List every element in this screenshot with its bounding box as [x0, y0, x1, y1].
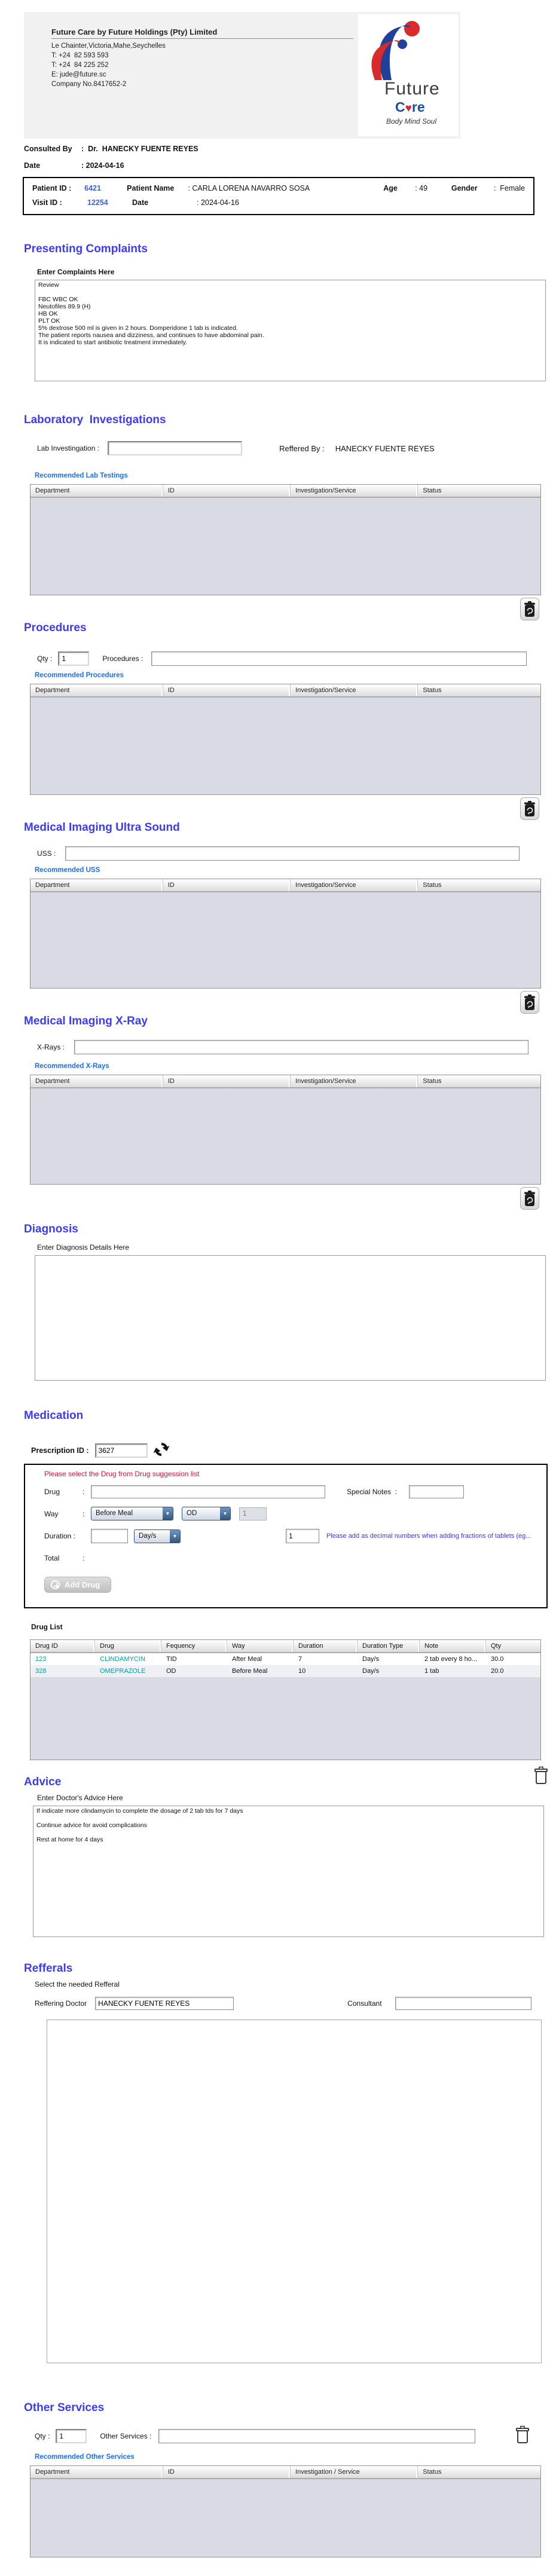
consulted-by-value: : Dr. HANECKY FUENTE REYES [81, 145, 198, 153]
recommended-xray-link: Recommended X-Rays [35, 1063, 109, 1070]
company-email: E: jude@future.sc [51, 71, 106, 78]
procedures-input[interactable] [151, 651, 527, 666]
date-value: : 2024-04-16 [81, 161, 124, 170]
reffered-by-label: Reffered By : [279, 443, 325, 453]
chevron-down-icon: ▼ [220, 1507, 230, 1520]
patient-name-label: Patient Name [127, 184, 175, 192]
uss-input[interactable] [65, 846, 520, 861]
section-title-medication: Medication [24, 1409, 84, 1422]
visit-date-label: Date [132, 198, 149, 207]
other-qty-input[interactable] [56, 2429, 87, 2443]
recommended-procedures-link: Recommended Procedures [35, 672, 124, 679]
gender-value: : Female [493, 184, 525, 192]
xray-table-header: Department ID Investigation/Service Status [30, 1075, 540, 1088]
other-services-table [30, 2465, 541, 2557]
patient-id-label: Patient ID : [32, 184, 72, 192]
reffered-by-value: HANECKY FUENTE REYES [335, 443, 435, 453]
drug-table-body [30, 1677, 540, 1760]
section-title-other-services: Other Services [24, 2401, 105, 2414]
company-phone1: T: +24 82 593 593 [51, 52, 109, 59]
drug-list-table [30, 1639, 541, 1760]
logo-tagline: Body Mind Soul [386, 117, 437, 126]
drug-list-label: Drug List [31, 1623, 63, 1631]
section-title-advice: Advice [24, 1776, 62, 1788]
trash-icon [523, 994, 536, 1011]
fraction-note: Please add as decimal numbers when adding fractions of tablets (eg... [326, 1532, 531, 1540]
other-qty-label: Qty : [35, 2431, 50, 2440]
xray-delete-button[interactable] [520, 1187, 539, 1210]
diagnosis-textarea[interactable] [35, 1255, 546, 1381]
drug-row[interactable]: 328 OMEPRAZOLE OD Before Meal 10 Day/s 1 tab 20.0 [30, 1665, 540, 1677]
procedures-table [30, 684, 541, 795]
procedures-qty-input[interactable] [58, 651, 89, 666]
logo-future-text: Future [384, 79, 440, 99]
company-title: Future Care by Future Holdings (Pty) Limited [51, 27, 353, 39]
procedures-delete-button[interactable] [520, 797, 539, 820]
other-services-label: Other Services : [100, 2431, 152, 2440]
section-title-refferals: Refferals [24, 1962, 73, 1975]
drug-row[interactable]: 123 CLINDAMYCIN TID After Meal 7 Day/s 2 tab every 8 ho... 30.0 [30, 1653, 540, 1665]
trash-icon [523, 800, 536, 817]
drug-table-header: Drug ID Drug Fequency Way Duration Duration Type Note Qty [30, 1640, 540, 1653]
uss-table-body [30, 892, 540, 988]
procedures-qty-label: Qty : [37, 654, 53, 663]
section-title-diagnosis: Diagnosis [24, 1223, 78, 1235]
refferals-sub-label: Select the needed Refferal [35, 1980, 120, 1988]
other-services-table-body [30, 2479, 540, 2557]
consultant-label: Consultant [347, 1999, 382, 2008]
lab-table [30, 484, 541, 595]
prescription-id-input[interactable] [95, 1443, 148, 1458]
gender-label: Gender [451, 184, 478, 192]
procedures-label: Procedures : [102, 654, 143, 663]
visit-id-label: Visit ID : [32, 198, 62, 207]
section-title-xray: Medical Imaging X-Ray [24, 1015, 148, 1027]
uss-table [30, 879, 541, 989]
duration-input[interactable] [91, 1529, 128, 1543]
advice-sub-label: Enter Doctor's Advice Here [37, 1794, 123, 1802]
procedures-table-body [30, 697, 540, 794]
xray-table [30, 1075, 541, 1185]
total-label: Total [44, 1554, 60, 1562]
other-services-table-header: Department ID Investigation / Service Status [30, 2466, 540, 2479]
company-phone2: T: +24 84 225 252 [51, 62, 109, 69]
company-number: Company No.8417652-2 [51, 81, 127, 88]
uss-delete-button[interactable] [520, 991, 539, 1014]
reffering-doctor-input[interactable] [95, 1997, 234, 2010]
special-notes-label: Special Notes : [347, 1488, 398, 1496]
section-title-ultrasound: Medical Imaging Ultra Sound [24, 821, 180, 834]
advice-delete-button[interactable] [533, 1766, 549, 1787]
lab-investigation-input[interactable] [108, 441, 242, 455]
uss-table-header: Department ID Investigation/Service Status [30, 879, 540, 892]
company-address: Le Chainter,Victoria,Mahe,Seychelles [51, 42, 166, 50]
age-label: Age [383, 184, 398, 192]
date-line [24, 161, 556, 170]
reffering-doctor-label: Reffering Doctor [35, 1999, 87, 2008]
section-title-presenting-complaints: Presenting Complaints [24, 243, 148, 255]
trash-outline-icon [515, 2425, 530, 2445]
patient-name-value: : CARLA LORENA NAVARRO SOSA [188, 184, 310, 192]
consultant-input[interactable] [395, 1997, 531, 2010]
recommended-other-link: Recommended Other Services [35, 2453, 135, 2461]
trash-outline-icon [533, 1766, 549, 1785]
drug-suggestion-note: Please select the Drug from Drug suggession list [44, 1470, 200, 1478]
lab-table-body [30, 498, 540, 595]
uss-label: USS : [37, 849, 56, 858]
complaints-textarea[interactable] [35, 280, 546, 381]
xray-label: X-Rays : [37, 1043, 65, 1051]
advice-textarea[interactable] [33, 1806, 544, 1937]
way-label: Way [44, 1509, 59, 1518]
other-services-delete-button[interactable] [515, 2425, 530, 2446]
date-label: Date [24, 161, 41, 170]
refresh-prescription-button[interactable] [152, 1440, 170, 1460]
heart-icon: ♥ [405, 102, 412, 115]
xray-input[interactable] [74, 1040, 528, 1054]
unit-input [239, 1507, 267, 1520]
visit-date-value: : 2024-04-16 [197, 198, 239, 207]
special-notes-input[interactable] [409, 1485, 464, 1498]
future-care-logo [358, 14, 459, 136]
diagnosis-sub-label: Enter Diagnosis Details Here [37, 1243, 130, 1252]
chevron-down-icon: ▼ [163, 1507, 173, 1520]
drug-input[interactable] [91, 1485, 325, 1498]
lab-delete-button[interactable] [520, 598, 539, 620]
consulted-by-line [24, 145, 556, 153]
visit-id-value: 12254 [87, 198, 108, 207]
age-value: : 49 [415, 184, 428, 192]
trash-icon [523, 1190, 536, 1207]
prescription-id-label: Prescription ID : [31, 1446, 89, 1455]
logo-swoosh-icon [365, 18, 452, 81]
chevron-down-icon: ▼ [170, 1530, 180, 1543]
add-drug-button[interactable]: Add Drug [44, 1577, 111, 1593]
recommended-uss-link: Recommended USS [35, 867, 100, 874]
trash-icon [523, 601, 536, 617]
section-title-procedures: Procedures [24, 622, 87, 634]
drug-entry-panel: Please select the Drug from Drug suggession list Drug : Special Notes : Way : Before Meal ▼ OD ▼ 1 Duration : Day/s ▼ 1 Please add as decimal numbers when adding fractions of tablets (eg... Total : Add Drug [24, 1464, 548, 1608]
way-select[interactable]: Before Meal ▼ [91, 1507, 173, 1520]
refferal-listbox[interactable] [47, 2020, 542, 2363]
add-icon [51, 1580, 60, 1589]
patient-info-box [23, 177, 534, 215]
frequency-select[interactable]: OD ▼ [182, 1507, 231, 1520]
xray-table-body [30, 1088, 540, 1184]
duration-label: Duration : [44, 1532, 76, 1540]
recommended-lab-link: Recommended Lab Testings [35, 472, 128, 479]
other-services-input[interactable] [158, 2429, 475, 2443]
procedures-table-header: Department ID Investigation/Service Status [30, 684, 540, 697]
refresh-icon [152, 1440, 170, 1458]
complaints-sub-label: Enter Complaints Here [37, 268, 115, 276]
lab-table-header: Department ID Investigation/Service Status [30, 485, 540, 498]
fraction-input[interactable] [286, 1529, 319, 1543]
section-title-laboratory: Laboratory Investigations [24, 414, 166, 426]
duration-type-select[interactable]: Day/s ▼ [134, 1529, 181, 1543]
logo-care-text: C♥re [395, 99, 425, 115]
consulted-by-label: Consulted By [24, 145, 72, 153]
drug-label: Drug [44, 1488, 60, 1496]
company-header [24, 12, 460, 139]
lab-investigation-label: Lab Investingation : [37, 444, 100, 452]
patient-id-value: 6421 [84, 184, 101, 192]
